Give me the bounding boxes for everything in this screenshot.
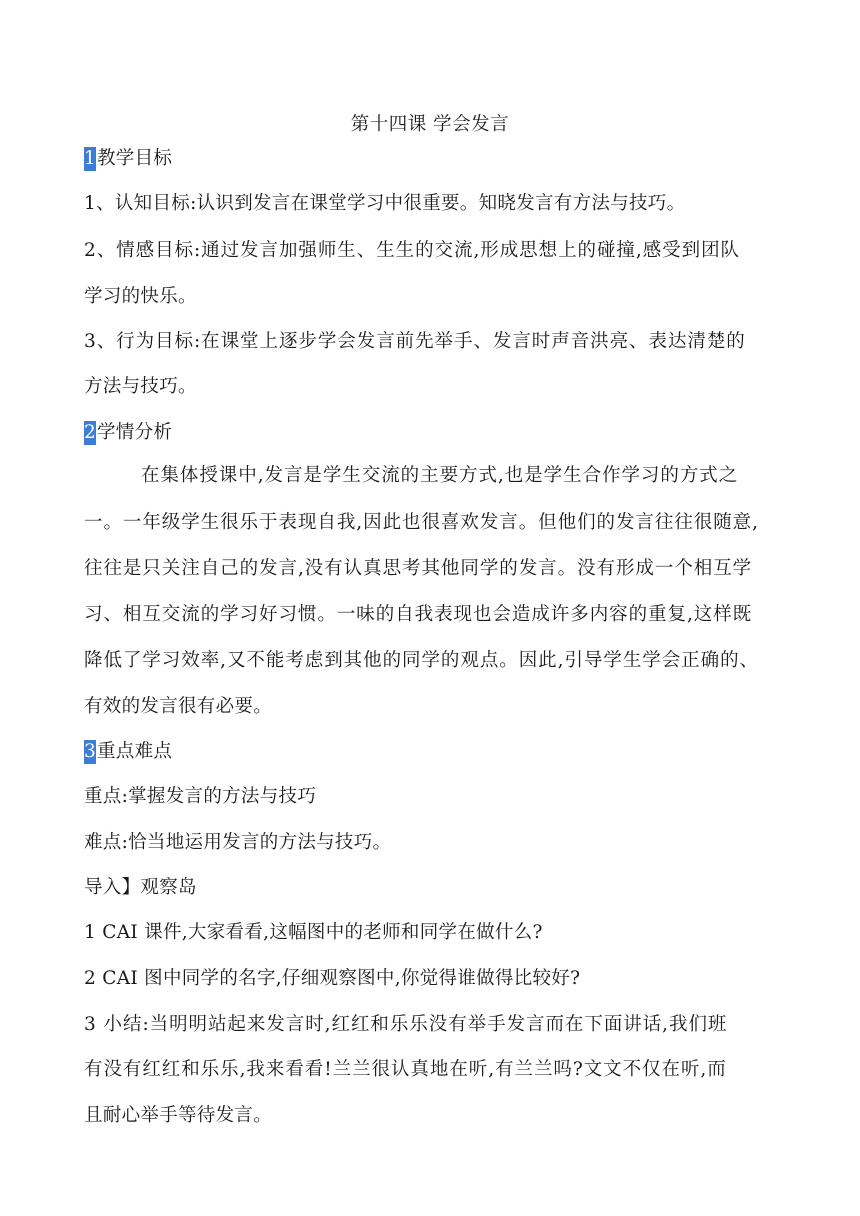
paragraph-line: 有没有红红和乐乐,我来看看!兰兰很认真地在听,有兰兰吗?文文不仅在听,而 <box>84 1059 727 1080</box>
lesson-title: 第十四课 学会发言 <box>350 114 510 135</box>
section-number-marker: 3 <box>84 741 97 762</box>
paragraph-line: 1、认知目标:认识到发言在课堂学习中很重要。知晓发言有方法与技巧。 <box>84 193 686 214</box>
section-heading-text: 学情分析 <box>97 422 173 443</box>
paragraph-line: 2、情感目标:通过发言加强师生、生生的交流,形成思想上的碰撞,感受到团队 <box>84 240 740 261</box>
paragraph-line: 重点:掌握发言的方法与技巧 <box>84 786 317 807</box>
paragraph-line: 习、相互交流的学习好习惯。一味的自我表现也会造成许多内容的重复,这样既 <box>84 604 753 625</box>
section-heading-key-points <box>84 739 784 765</box>
section-heading-analysis <box>84 420 784 446</box>
section-number-marker: 2 <box>84 422 97 443</box>
paragraph-line: 一。一年级学生很乐于表现自我,因此也很喜欢发言。但他们的发言往往很随意, <box>84 512 759 533</box>
paragraph-line: 1 CAI 课件,大家看看,这幅图中的老师和同学在做什么? <box>84 922 543 943</box>
paragraph-line: 学习的快乐。 <box>84 286 197 307</box>
paragraph-line: 且耐心举手等待发言。 <box>84 1105 273 1126</box>
section-heading-objectives <box>84 146 784 172</box>
paragraph-line: 在集体授课中,发言是学生交流的主要方式,也是学生合作学习的方式之 <box>141 465 739 486</box>
paragraph-line: 有效的发言很有必要。 <box>84 696 273 717</box>
section-heading-introduction: 导入】观察岛 <box>84 877 197 898</box>
paragraph-line: 往往是只关注自己的发言,没有认真思考其他同学的发言。没有形成一个相互学 <box>84 558 753 579</box>
paragraph-line: 2 CAI 图中同学的名字,仔细观察图中,你觉得谁做得比较好? <box>84 968 581 989</box>
paragraph-line: 降低了学习效率,又不能考虑到其他的同学的观点。因此,引导学生学会正确的、 <box>84 650 759 671</box>
paragraph-line: 3、行为目标:在课堂上逐步学会发言前先举手、发言时声音洪亮、表达清楚的 <box>84 331 746 352</box>
section-heading-text: 重点难点 <box>97 741 173 762</box>
paragraph-line: 难点:恰当地运用发言的方法与技巧。 <box>84 832 392 853</box>
paragraph-line: 3 小结:当明明站起来发言时,红红和乐乐没有举手发言而在下面讲话,我们班 <box>84 1014 728 1035</box>
section-heading-text: 教学目标 <box>97 148 173 169</box>
paragraph-line: 方法与技巧。 <box>84 376 197 397</box>
section-number-marker: 1 <box>84 148 97 169</box>
